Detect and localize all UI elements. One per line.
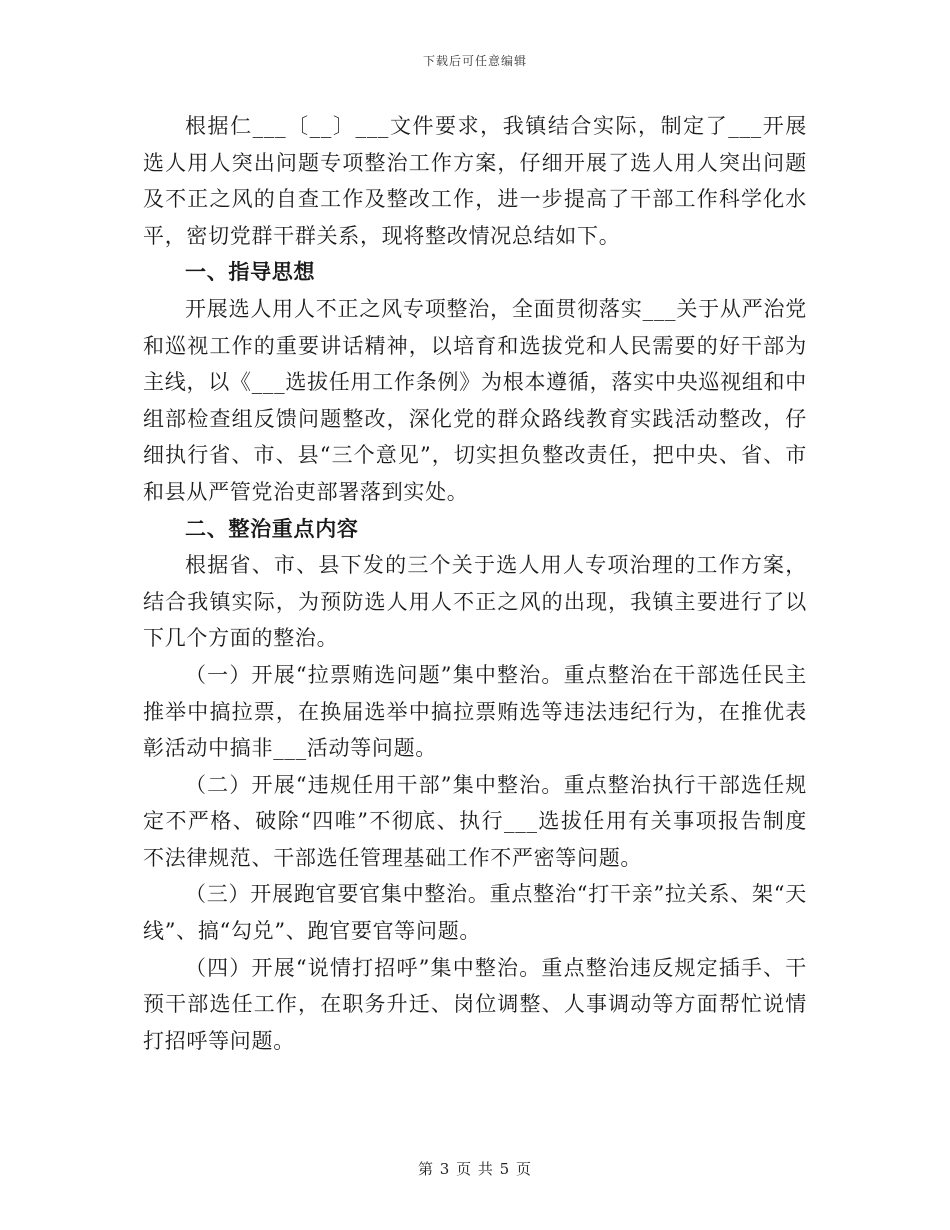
item-one-paragraph: （一）开展“拉票贿选问题”集中整治。重点整治在干部选任民主推举中搞拉票，在换届选举中搞拉票贿选等违法违纪行为，在推优表彰活动中搞非___活动等问题。 [143, 662, 807, 761]
item-four-paragraph: （四）开展“说情打招呼”集中整治。重点整治违反规定插手、干预干部选任工作，在职务升迁、岗位调整、人事调动等方面帮忙说情打招呼等问题。 [143, 955, 807, 1053]
page-number-footer: 第 3 页 共 5 页 [418, 1160, 532, 1178]
document-body [143, 108, 807, 1059]
section-heading-key-content: 二、整治重点内容 [185, 515, 359, 541]
page-header: 下载后可任意编辑 [422, 54, 527, 68]
section-heading-guiding-thought: 一、指导思想 [185, 259, 316, 285]
item-two-paragraph: （二）开展“违规任用干部”集中整治。重点整治执行干部选任规定不严格、破除“四唯”不彻底、执行___选拔任用有关事项报告制度不法律规范、干部选任管理基础工作不严密等问题。 [143, 772, 807, 870]
item-three-paragraph: （三）开展跑官要官集中整治。重点整治“打干亲”拉关系、架“天线”、搞“勾兑”、跑官要官等问题。 [143, 882, 807, 944]
intro-paragraph: 根据仁___〔__〕___文件要求，我镇结合实际，制定了___开展选人用人突出问题专项整治工作方案，仔细开展了选人用人突出问题及不正之风的自查工作及整改工作，进一步提高了干部工作科学化水平，密切党群干群关系，现将整改情况总结如下。 [143, 114, 807, 248]
guiding-thought-paragraph: 开展选人用人不正之风专项整治，全面贯彻落实___关于从严治党和巡视工作的重要讲话精神，以培育和选拔党和人民需要的好干部为主线，以《___选拔任用工作条例》为根本遵循，落实中央巡视组和中组部检查组反馈问题整改，深化党的群众路线教育实践活动整改，仔细执行省、市、县“三个意见”，切实担负整改责任，把中央、省、市和县从严管党治吏部署落到实处。 [143, 296, 807, 504]
key-content-intro-paragraph: 根据省、市、县下发的三个关于选人用人专项治理的工作方案，结合我镇实际，为预防选人用人不正之风的出现，我镇主要进行了以下几个方面的整治。 [143, 553, 807, 651]
